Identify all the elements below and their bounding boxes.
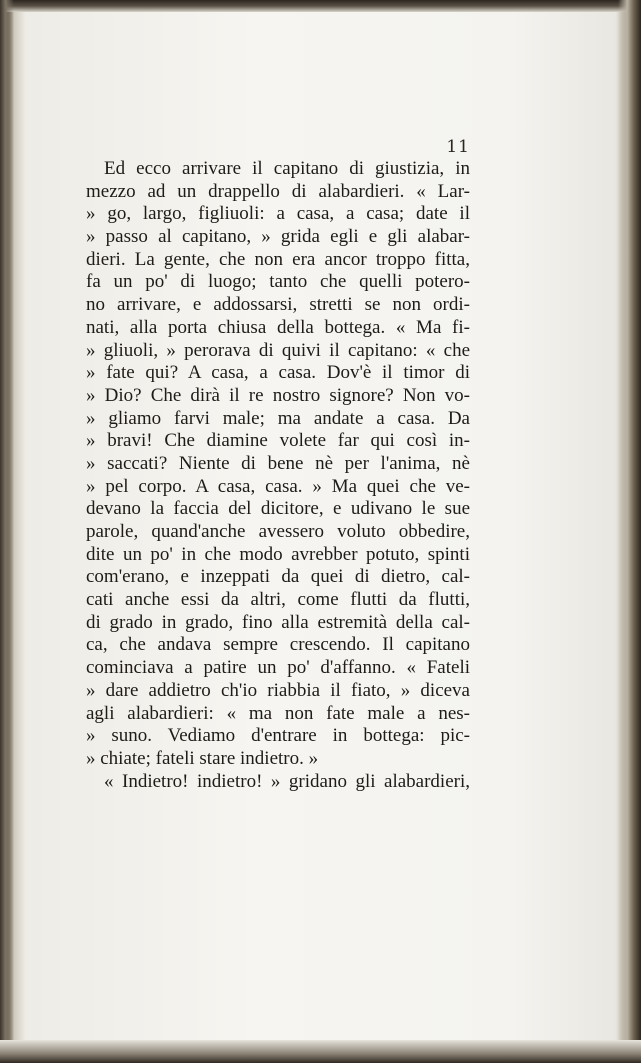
page-bottom-edge xyxy=(0,1040,641,1063)
text-line: mezzo ad un drappello di alabardieri. « Lar- xyxy=(86,180,470,202)
text-line: » Dio? Che dirà il re nostro signore? Non vo- xyxy=(86,384,470,406)
text-line: di grado in grado, fino alla estremità della cal- xyxy=(86,611,470,633)
text-line: » gliamo farvi male; ma andate a casa. Da xyxy=(86,407,470,429)
text-line: Ed ecco arrivare il capitano di giustizia, in xyxy=(104,158,470,179)
text-line: » pel corpo. A casa, casa. » Ma quei che ve- xyxy=(86,475,470,497)
text-line: » saccati? Niente di bene nè per l'anima, nè xyxy=(86,452,470,474)
page-top-edge xyxy=(0,0,641,12)
text-line: ca, che andava sempre crescendo. Il capitano xyxy=(86,634,470,656)
text-line: » bravi! Che diamine volete far qui così in- xyxy=(86,430,470,452)
text-line: » gliuoli, » perorava di quivi il capitano: « che xyxy=(86,339,470,361)
text-line: cominciava a patire un po' d'affanno. « Fateli xyxy=(86,657,470,679)
text-line: » chiate; fateli stare indietro. » xyxy=(86,747,319,769)
text-line: parole, quand'anche avessero voluto obbedire, xyxy=(86,521,470,542)
page-right-edge xyxy=(618,0,641,1063)
text-line: » dare addietro ch'io riabbia il fiato, » diceva xyxy=(86,679,470,701)
page-number: 11 xyxy=(446,137,470,157)
text-line: cati anche essi da altri, come flutti da flutti, xyxy=(86,589,470,611)
binding-shadow xyxy=(0,0,14,1063)
text-line: dieri. La gente, che non era ancor troppo fitta, xyxy=(86,248,470,270)
text-line: » fate qui? A casa, a casa. Dov'è il timor di xyxy=(86,362,470,384)
text-line: » suno. Vediamo d'entrare in bottega: pic- xyxy=(86,725,470,747)
text-line: devano la faccia del dicitore, e udivano le sue xyxy=(86,498,470,520)
text-line: no arrivare, e addossarsi, stretti se non ordi- xyxy=(86,294,470,316)
text-line: dite un po' in che modo avrebber potuto, spinti xyxy=(86,543,470,565)
body-text xyxy=(86,158,470,793)
text-line: » go, largo, figliuoli: a casa, a casa; date il xyxy=(86,203,470,225)
text-line: « Indietro! indietro! » gridano gli alabardieri, xyxy=(104,770,470,792)
text-line: com'erano, e inzeppati da quei di dietro, cal- xyxy=(86,566,470,588)
text-line: fa un po' di luogo; tanto che quelli potero- xyxy=(86,271,470,293)
text-line: » passo al capitano, » grida egli e gli alabar- xyxy=(86,226,470,248)
text-line: nati, alla porta chiusa della bottega. « Ma fi- xyxy=(86,316,470,338)
text-line: agli alabardieri: « ma non fate male a nes- xyxy=(86,702,470,724)
